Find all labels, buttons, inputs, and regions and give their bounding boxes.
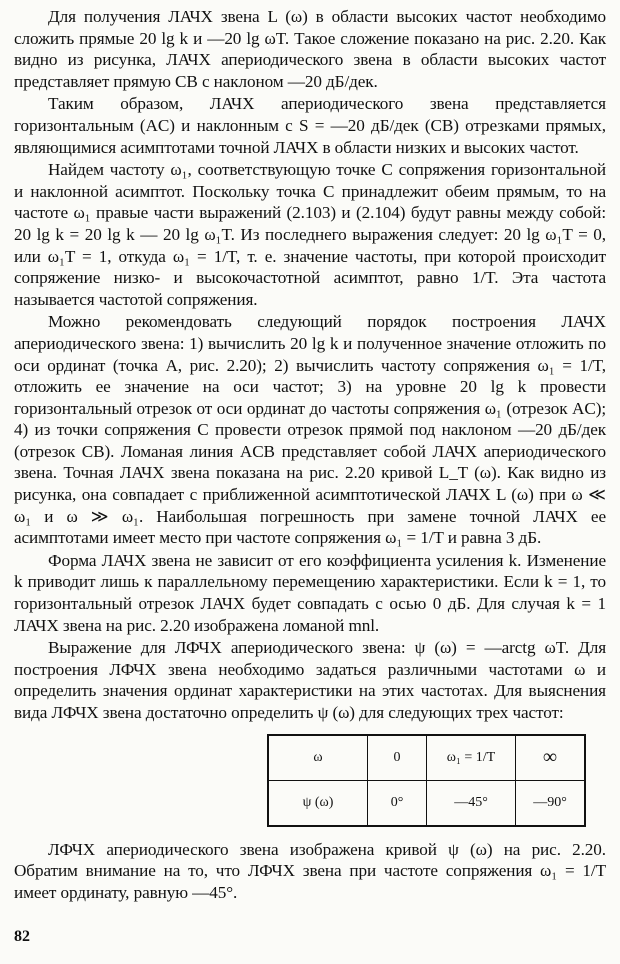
table-cell: ω: [268, 735, 368, 781]
paragraph-3: Найдем частоту ω₁, соответствующую точке C сопряжения горизонтальной и наклонной асимптот. Поскольку точка C принадлежит обеим прямым, то на частоте ω₁ правые части выражений (2.103) и (2.104) будут равны между собой: 20 lg k = 20 lg k — 20 lg ω₁T. Из последнего выражения следует: 20 lg ω₁T = 0, или ω₁T = 1, откуда ω₁ = 1/T, т. е. значение частоты, при которой происходит сопряжение низко- и высокочастотной асимптот, равно 1/T. Эта частота называется частотой сопряжения.: [14, 160, 606, 309]
paragraph-6: Выражение для ЛФЧХ апериодического звена: ψ (ω) = —arctg ωT. Для построения ЛФЧХ звена необходимо задаться различными частотами ω и определить значения ординат характеристики на этих частотах. Для выяснения вида ЛФЧХ звена достаточно определить ψ (ω) для следующих трех частот:: [14, 638, 606, 722]
paragraph-2: Таким образом, ЛАЧХ апериодического звена представляется горизонтальным (AC) и наклонным с S = —20 дБ/дек (CB) отрезками прямых, являющимися асимптотами точной ЛАЧХ в области низких и высоких частот.: [14, 94, 606, 157]
page-number: 82: [14, 928, 30, 945]
paragraph-1: Для получения ЛАЧХ звена L (ω) в области высоких частот необходимо сложить прямые 20 lg k и —20 lg ωT. Такое сложение показано на рис. 2.20. Как видно из рисунка, ЛАЧХ апериодического звена в области высоких частот представляет прямую CB с наклоном —20 дБ/дек.: [14, 7, 606, 91]
table-cell: ψ (ω): [268, 780, 368, 826]
phase-values-table: [267, 734, 586, 827]
phase-table-wrap: [14, 734, 586, 827]
table-cell: ω₁ = 1/T: [427, 735, 516, 781]
table-row: [268, 780, 585, 826]
paragraph-4: Можно рекомендовать следующий порядок построения ЛАЧХ апериодического звена: 1) вычислить 20 lg k и полученное значение отложить по оси ординат (точка A, рис. 2.20); 2) вычислить частоту сопряжения ω₁ = 1/T, отложить ее значение на оси частот; 3) на уровне 20 lg k провести горизонтальный отрезок от оси ординат до частоты сопряжения ω₁ (отрезок AC); 4) из точки сопряжения C провести отрезок прямой под наклоном —20 дБ/дек (отрезок CB). Ломаная линия ACB представляет собой ЛАЧХ апериодического звена. Точная ЛАЧХ звена показана на рис. 2.20 кривой L_T (ω). Как видно из рисунка, она совпадает с приближенной асимптотической ЛАЧХ L (ω) при ω ≪ ω₁ и ω ≫ ω₁. Наибольшая погрешность при замене точной ЛАЧХ ее асимптотами имеет место при частоте сопряжения ω₁ = 1/T и равна 3 дБ.: [14, 312, 606, 548]
table-cell: —45°: [427, 780, 516, 826]
table-cell: —90°: [516, 780, 586, 826]
paragraph-5: Форма ЛАЧХ звена не зависит от его коэффициента усиления k. Изменение k приводит лишь к параллельному перемещению характеристики. Если k = 1, то горизонтальный отрезок ЛАЧХ будет совпадать с осью 0 дБ. Для случая k = 1 ЛАЧХ звена на рис. 2.20 изображена ломаной mnl.: [14, 550, 606, 635]
table-cell: ∞: [516, 735, 586, 781]
closing-paragraph: ЛФЧХ апериодического звена изображена кривой ψ (ω) на рис. 2.20. Обратим внимание на то, что ЛФЧХ звена при частоте сопряжения ω₁ = 1/T имеет ординату, равную —45°.: [14, 839, 606, 902]
table-cell: 0: [368, 735, 427, 781]
table-cell: 0°: [368, 780, 427, 826]
table-row: [268, 735, 585, 781]
